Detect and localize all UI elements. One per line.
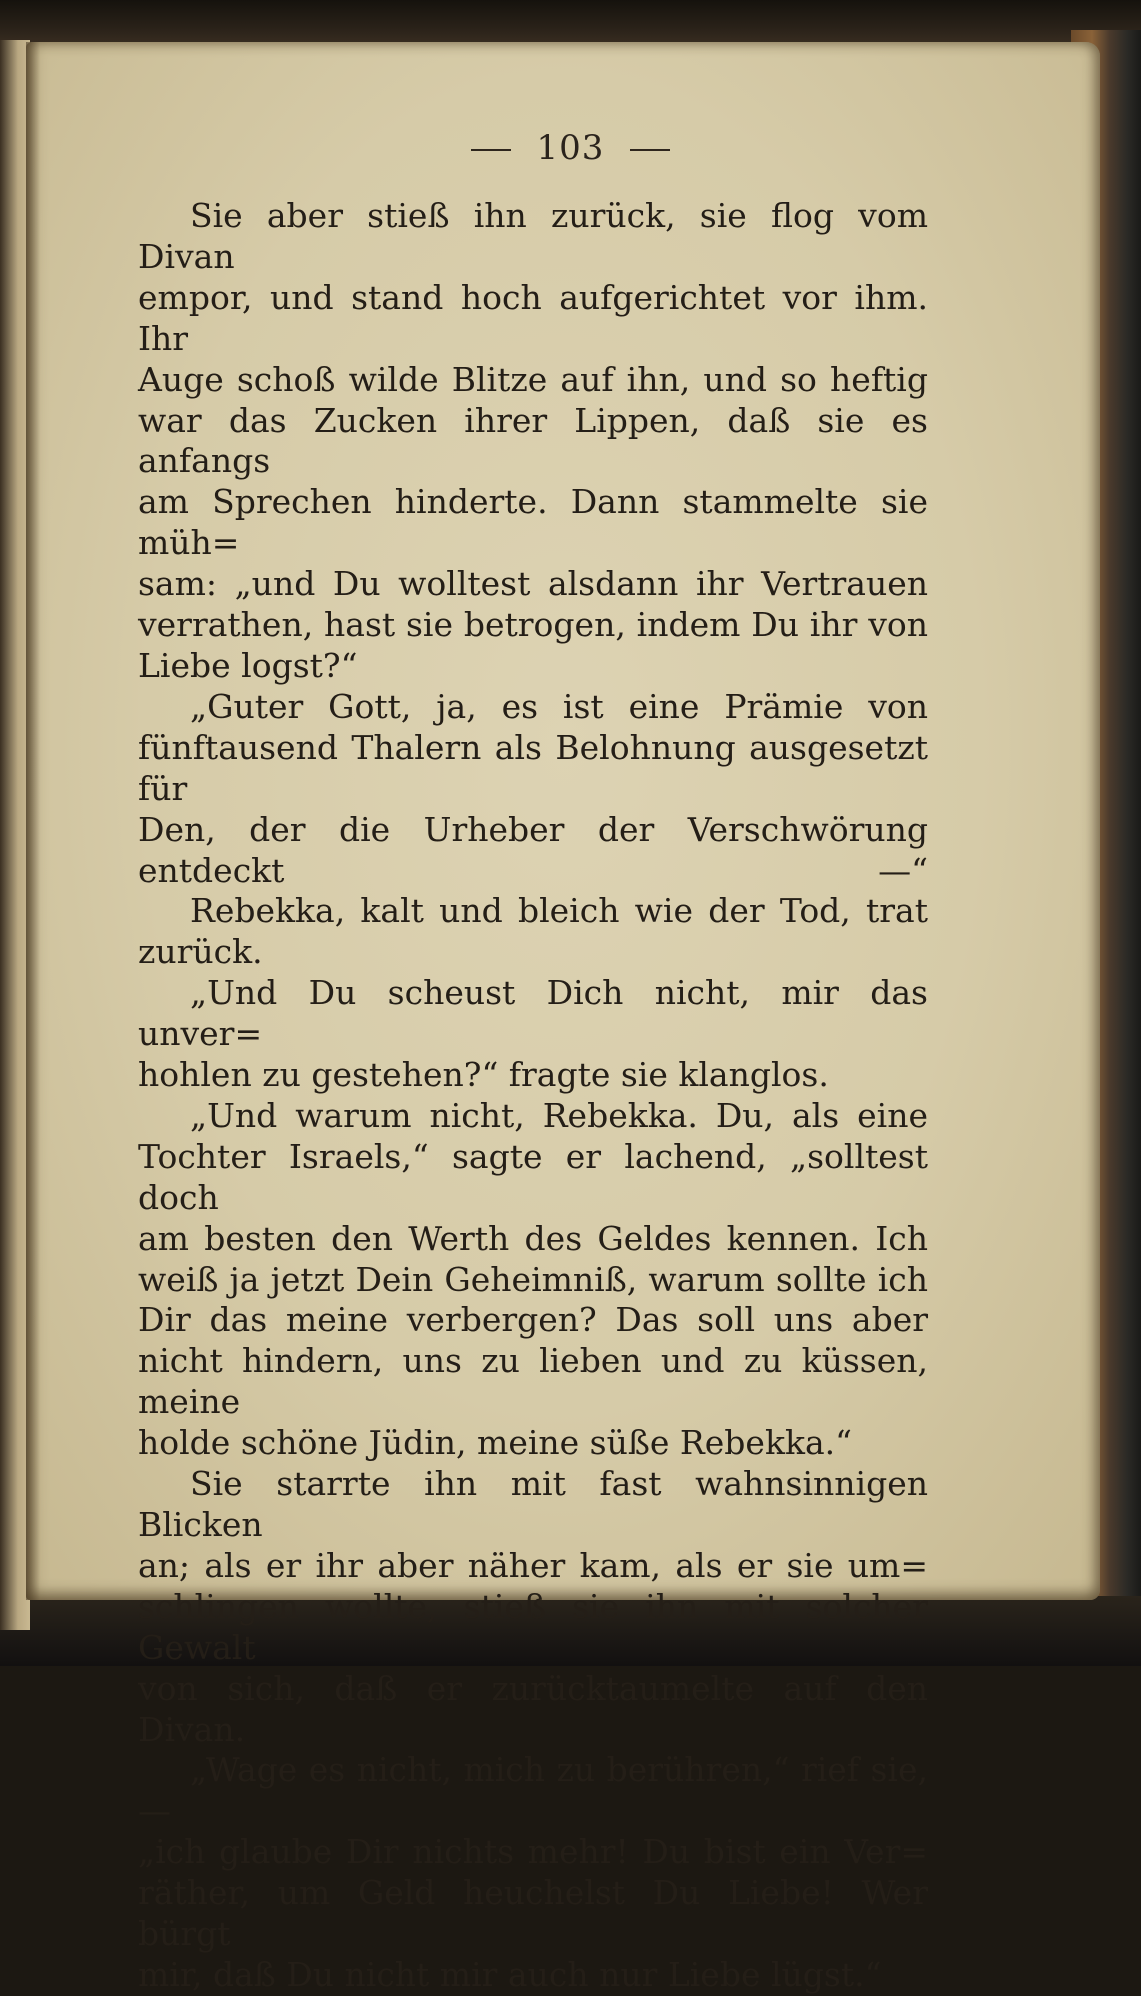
text-line: hohlen zu gestehen?“ fragte sie klanglos. bbox=[138, 1055, 829, 1095]
text-line: mir, daß Du nicht mir auch nur Liebe lügst.“ bbox=[138, 1954, 882, 1994]
text-line: fünftausend Thalern als Belohnung ausgesetzt für bbox=[138, 727, 928, 808]
page-header bbox=[0, 128, 1141, 168]
page-gutter-shadow bbox=[26, 42, 40, 1600]
text-line: „Wage es nicht, mich zu berühren,“ rief sie, — bbox=[138, 1750, 928, 1831]
text-line: Sie starrte ihn mit fast wahnsinnigen Blicken bbox=[138, 1464, 928, 1544]
text-line: sam: „und Du wolltest alsdann ihr Vertrauen bbox=[138, 564, 928, 604]
text-line: am besten den Werth des Geldes kennen. Ich bbox=[138, 1218, 928, 1258]
page-number: 103 bbox=[536, 128, 605, 168]
text-line: am Sprechen hinderte. Dann stammelte sie müh= bbox=[138, 482, 928, 563]
text-line: „ich glaube Dir nichts mehr! Du bist ein Ver= bbox=[138, 1832, 928, 1872]
text-line: Rebekka, kalt und bleich wie der Tod, trat zurück. bbox=[138, 891, 928, 972]
text-line: Auge schoß wilde Blitze auf ihn, und so heftig bbox=[138, 359, 928, 399]
text-line: von sich, daß er zurücktaumelte auf den Divan. bbox=[138, 1668, 928, 1749]
book-cover-top bbox=[0, 0, 1141, 48]
text-line: weiß ja jetzt Dein Geheimniß, warum sollte ich bbox=[138, 1259, 928, 1299]
text-line: Dir das meine verbergen? Das soll uns aber bbox=[138, 1300, 928, 1340]
text-line: „Und Du scheust Dich nicht, mir das unver= bbox=[138, 973, 928, 1054]
text-line: empor, und stand hoch aufgerichtet vor ihm. Ihr bbox=[138, 277, 928, 358]
text-line: Sie aber stieß ihn zurück, sie flog vom Divan bbox=[138, 196, 928, 276]
text-line: nicht hindern, uns zu lieben und zu küssen, meine bbox=[138, 1341, 928, 1422]
text-line: Den, der die Urheber der Verschwörung entdeckt —“ bbox=[138, 809, 928, 890]
text-line: „Guter Gott, ja, es ist eine Prämie von bbox=[190, 686, 928, 726]
text-line: schlingen wollte, stieß sie ihn mit solcher Gewalt bbox=[138, 1586, 928, 1667]
header-dash-left bbox=[471, 149, 511, 151]
text-line: Tochter Israels,“ sagte er lachend, „solltest doch bbox=[138, 1136, 928, 1217]
text-line: verrathen, hast sie betrogen, indem Du ihr von bbox=[138, 605, 928, 645]
text-line: „Und warum nicht, Rebekka. Du, als eine bbox=[190, 1095, 928, 1135]
body-text bbox=[138, 196, 928, 1996]
text-line: war das Zucken ihrer Lippen, daß sie es anfangs bbox=[138, 400, 928, 481]
text-line: holde schöne Jüdin, meine süße Rebekka.“ bbox=[138, 1423, 852, 1463]
header-dash-right bbox=[630, 149, 670, 151]
text-line: Liebe logst?“ bbox=[138, 645, 358, 685]
text-line: an; als er ihr aber näher kam, als er sie um= bbox=[138, 1545, 928, 1585]
text-line: räther, um Geld heuchelst Du Liebe! Wer bürgt bbox=[138, 1873, 928, 1954]
